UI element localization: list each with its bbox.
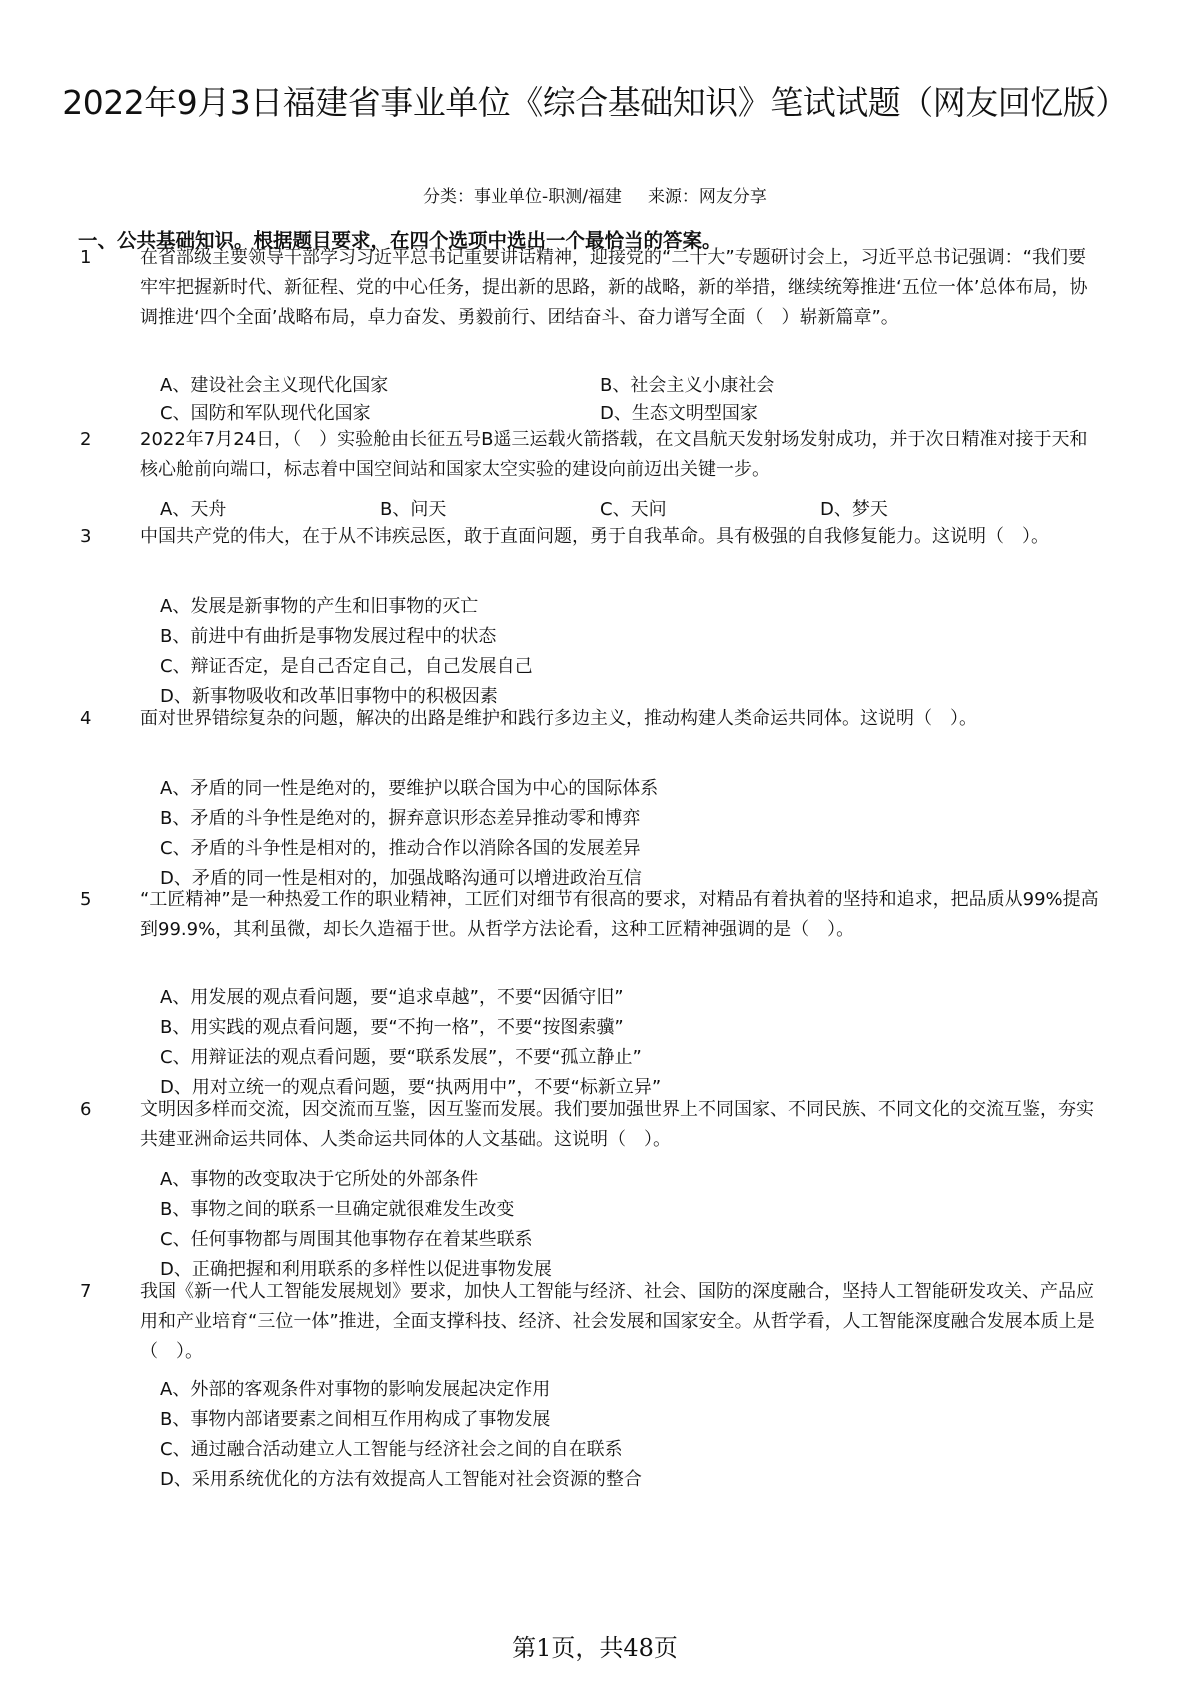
question-number: 2 <box>80 429 92 450</box>
question-text: 2022年7月24日，（ ）实验舱由长征五号B遥三运载火箭搭载，在文昌航天发射场发射成功，并于次日精准对接于天和核心舱前向端口，标志着中国空间站和国家太空实验的建设向前迈出关键一步。 <box>140 429 1088 480</box>
options <box>160 1375 1100 1495</box>
option-b: B、问天 <box>380 499 447 520</box>
option-c: C、天问 <box>600 499 667 520</box>
option-a: A、矛盾的同一性是绝对的，要维护以联合国为中心的国际体系 <box>160 778 659 799</box>
option-c: C、任何事物都与周围其他事物存在着某些联系 <box>160 1229 533 1250</box>
source-label: 来源：网友分享 <box>647 187 767 207</box>
question-text: “工匠精神”是一种热爱工作的职业精神，工匠们对细节有很高的要求，对精品有着执着的坚持和追求，把品质从99%提高到99.9%，其利虽微，却长久造福于世。从哲学方法论看，这种工匠精神强调的是（ ）。 <box>140 889 1099 940</box>
option-c: C、用辩证法的观点看问题，要“联系发展”，不要“孤立静止” <box>160 1047 642 1068</box>
option-b: B、前进中有曲折是事物发展过程中的状态 <box>160 626 497 647</box>
option-b: B、用实践的观点看问题，要“不拘一格”，不要“按图索骥” <box>160 1017 624 1038</box>
option-c: C、矛盾的斗争性是相对的，推动合作以消除各国的发展差异 <box>160 838 641 859</box>
document-meta <box>0 186 1190 208</box>
category-label: 分类：事业单位-职测/福建 <box>423 187 622 207</box>
question-number: 5 <box>80 889 92 910</box>
question-text: 文明因多样而交流，因交流而互鉴，因互鉴而发展。我们要加强世界上不同国家、不同民族、不同文化的交流互鉴，夯实共建亚洲命运共同体、人类命运共同体的人文基础。这说明（ ）。 <box>140 1099 1094 1150</box>
options <box>160 495 1100 525</box>
question-number: 3 <box>80 526 92 547</box>
option-b: B、矛盾的斗争性是绝对的，摒弃意识形态差异推动零和博弈 <box>160 808 641 829</box>
page-number: 第1页，共48页 <box>512 1634 678 1662</box>
option-a: A、外部的客观条件对事物的影响发展起决定作用 <box>160 1379 551 1400</box>
option-b: B、事物内部诸要素之间相互作用构成了事物发展 <box>160 1409 551 1430</box>
option-c: C、通过融合活动建立人工智能与经济社会之间的自在联系 <box>160 1439 623 1460</box>
option-a: A、用发展的观点看问题，要“追求卓越”，不要“因循守旧” <box>160 987 624 1008</box>
options <box>160 592 1100 712</box>
option-c: C、辩证否定，是自己否定自己，自己发展自己 <box>160 656 533 677</box>
question-number: 4 <box>80 708 92 729</box>
question-number: 7 <box>80 1281 92 1302</box>
option-a: A、建设社会主义现代化国家 <box>160 375 389 396</box>
option-d: D、生态文明型国家 <box>600 403 758 424</box>
question-text: 面对世界错综复杂的问题，解决的出路是维护和践行多边主义，推动构建人类命运共同体。这说明（ ）。 <box>140 708 977 729</box>
question-text: 中国共产党的伟大，在于从不讳疾忌医，敢于直面问题，勇于自我革命。具有极强的自我修复能力。这说明（ ）。 <box>140 526 1049 547</box>
option-d: D、采用系统优化的方法有效提高人工智能对社会资源的整合 <box>160 1469 642 1490</box>
document-title: 2022年9月3日福建省事业单位《综合基础知识》笔试试题（网友回忆版） <box>62 83 1128 122</box>
question-number: 6 <box>80 1099 92 1120</box>
option-c: C、国防和军队现代化国家 <box>160 403 371 424</box>
question-number: 1 <box>80 247 92 268</box>
option-d: D、用对立统一的观点看问题，要“执两用中”，不要“标新立异” <box>160 1077 662 1098</box>
option-b: B、社会主义小康社会 <box>600 375 775 396</box>
section-heading: 一、公共基础知识。根据题目要求，在四个选项中选出一个最恰当的答案。 <box>78 229 722 252</box>
options <box>160 774 1100 894</box>
options <box>160 983 1100 1103</box>
option-d: D、梦天 <box>820 499 888 520</box>
option-d: D、新事物吸收和改革旧事物中的积极因素 <box>160 686 498 707</box>
option-a: A、事物的改变取决于它所处的外部条件 <box>160 1169 479 1190</box>
option-d: D、正确把握和利用联系的多样性以促进事物发展 <box>160 1259 552 1280</box>
options <box>160 1165 1100 1285</box>
option-a: A、发展是新事物的产生和旧事物的灭亡 <box>160 596 479 617</box>
option-a: A、天舟 <box>160 499 227 520</box>
question-text: 我国《新一代人工智能发展规划》要求，加快人工智能与经济、社会、国防的深度融合，坚持人工智能研发攻关、产品应用和产业培育“三位一体”推进，全面支撑科技、经济、社会发展和国家安全。从哲学看，人工智能深度融合发展本质上是（ ）。 <box>140 1281 1095 1362</box>
question-text: 在省部级主要领导干部学习习近平总书记重要讲话精神，迎接党的“二十大”专题研讨会上，习近平总书记强调：“我们要牢牢把握新时代、新征程、党的中心任务，提出新的思路，新的战略，新的举措，继续统筹推进‘五位一体’总体布局，协调推进‘四个全面’战略布局，卓力奋发、勇毅前行、团结奋斗、奋力谱写全面（ ）崭新篇章”。 <box>140 247 1088 328</box>
option-d: D、矛盾的同一性是相对的，加强战略沟通可以增进政治互信 <box>160 868 642 889</box>
option-b: B、事物之间的联系一旦确定就很难发生改变 <box>160 1199 515 1220</box>
options <box>160 371 1100 431</box>
